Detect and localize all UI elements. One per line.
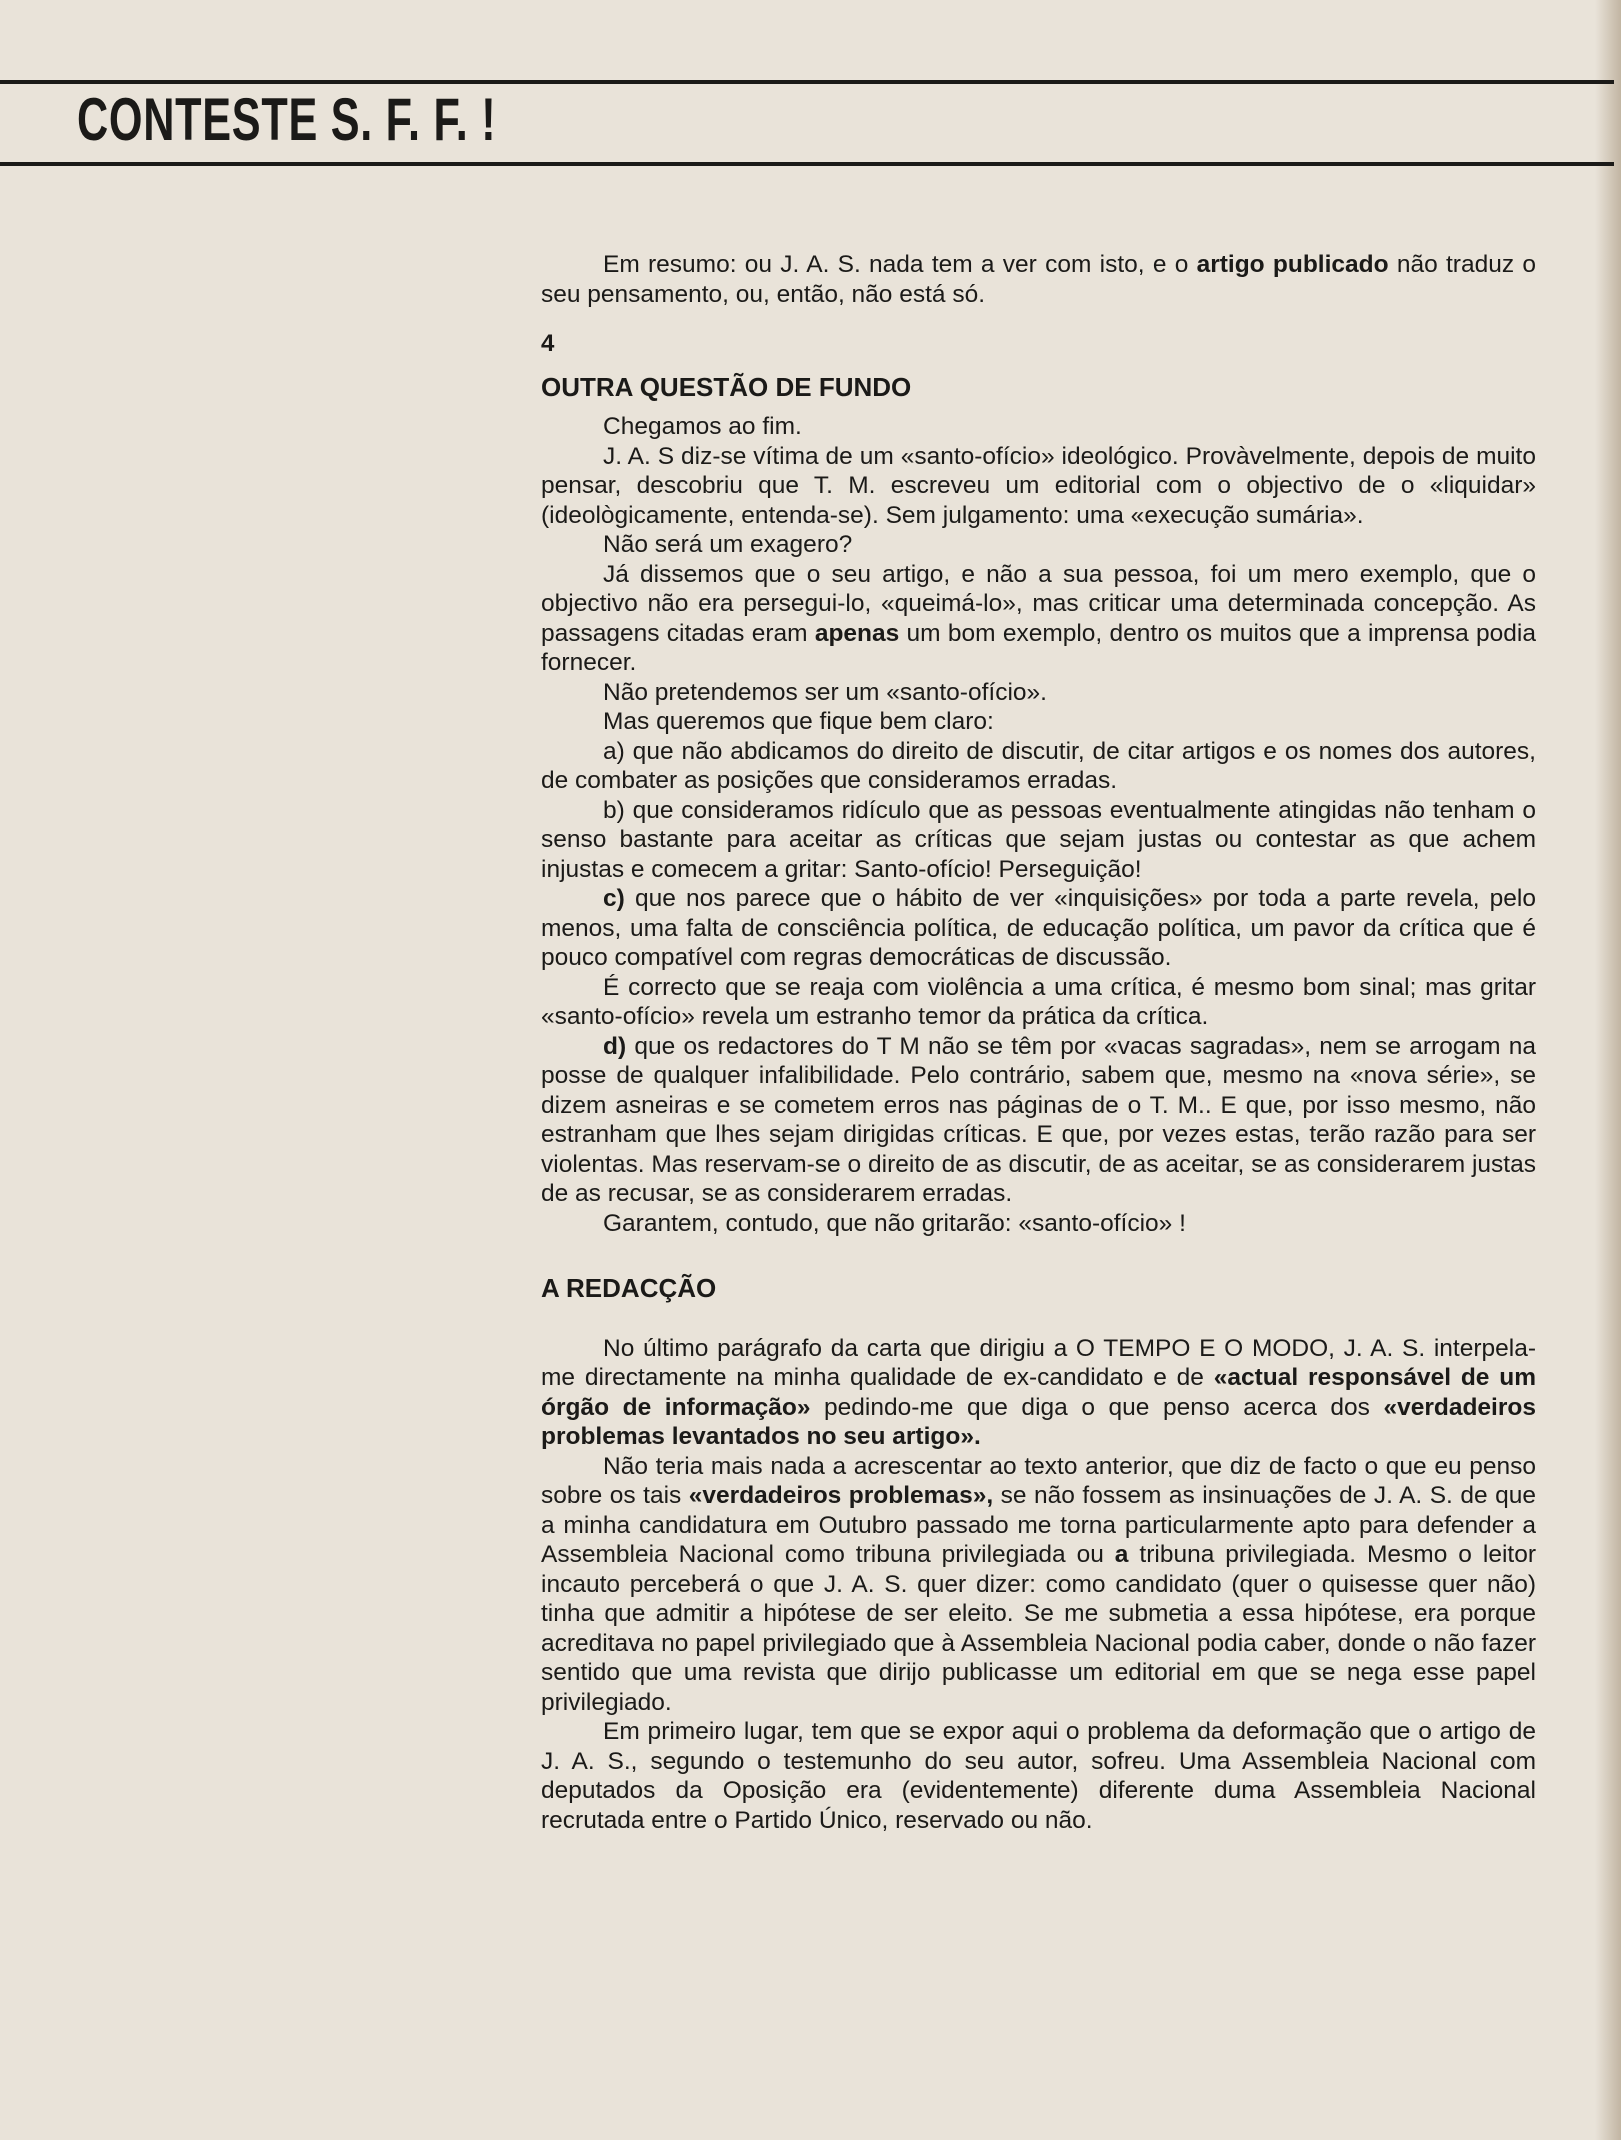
text-run: Já dissemos que o seu artigo, e não a sua pessoa, foi um mero exemplo, que o objectivo não era persegui-lo, «queimá-lo», mas criticar uma determinada concepção. As passagens citadas eram — [541, 560, 1536, 647]
text-run: um bom exemplo, dentro os muitos que a imprensa podia fornecer. — [541, 619, 1536, 676]
intro-paragraph — [541, 250, 1536, 309]
text-run: Em primeiro lugar, tem que se expor aqui o problema da deformação que o artigo de J. A. S., segundo o testemunho do seu autor, sofreu. Uma Assembleia Nacional com deputados da Oposição era (evidentemente) diferente duma Assembleia Nacional recrutada entre o Partido Único, reservado ou não. — [541, 1718, 1536, 1834]
body-paragraph — [541, 973, 1536, 1032]
section-paragraphs — [541, 412, 1536, 1238]
bold-text-run: apenas — [814, 619, 900, 647]
body-paragraph — [541, 1334, 1536, 1452]
body-paragraph — [541, 707, 1536, 737]
body-paragraph — [541, 1032, 1536, 1209]
signature: A REDACÇÃO — [541, 1273, 717, 1303]
section-number: 4 — [541, 330, 555, 357]
body-paragraph — [541, 678, 1536, 708]
bold-text-run: artigo publicado — [1196, 251, 1389, 278]
body-paragraph — [541, 737, 1536, 796]
text-run: No último parágrafo da carta que dirigiu a O TEMPO E O MODO, J. A. S. interpela-me directamente na minha qualidade de ex-candidato e de — [541, 1334, 1536, 1391]
text-run: tribuna privilegiada. Mesmo o leitor incauto perceberá o que J. A. S. quer dizer: como candidato (quer o quisesse quer não) tinha que admitir a hipótese de ser eleito. Se me submetia a essa hipótese, era porque acreditava no papel privilegiado que à Assembleia Nacional podia caber, donde o não fazer sentido que uma revista que dirijo publicasse um editorial em que se nega esse papel privilegiado. — [541, 1541, 1536, 1716]
bold-text-run: «actual responsável de um órgão de informação» — [541, 1364, 1536, 1421]
text-run: Chegamos ao fim. — [603, 413, 802, 440]
text-run: Não teria mais nada a acrescentar ao texto anterior, que diz de facto o que eu penso sobre os tais — [541, 1452, 1536, 1509]
body-paragraph — [541, 796, 1536, 885]
body-paragraph — [541, 1209, 1536, 1239]
body-paragraph — [541, 442, 1536, 531]
bold-text-run: «verdadeiros problemas», — [688, 1482, 994, 1509]
body-paragraph — [541, 1717, 1536, 1835]
text-run: pedindo-me que diga o que penso acerca dos — [810, 1393, 1384, 1421]
bold-text-run: «verdadeiros problemas levantados no seu artigo». — [541, 1393, 1536, 1450]
article-body — [541, 250, 1536, 1835]
text-run: Não pretendemos ser um «santo-ofício». — [603, 678, 1047, 706]
text-run: Garantem, contudo, que não gritarão: «santo-ofício» ! — [603, 1209, 1186, 1237]
header-rule-bottom — [0, 162, 1614, 166]
text-run: não traduz o seu pensamento, ou, então, não está só. — [541, 251, 1536, 308]
text-run: a) que não abdicamos do direito de discutir, de citar artigos e os nomes dos autores, de combater as posições que consideramos erradas. — [541, 737, 1536, 794]
body-paragraph — [541, 1452, 1536, 1718]
body-paragraph — [541, 884, 1536, 973]
bold-text-run: d) — [603, 1032, 627, 1060]
text-run: Em resumo: ou J. A. S. nada tem a ver com isto, e o — [603, 251, 1197, 278]
body-paragraph — [541, 560, 1536, 678]
text-run: se não fossem as insinuações de J. A. S. de que a minha candidatura em Outubro passado me torna particularmente apto para defender a Assembleia Nacional como tribuna privilegiada ou — [541, 1482, 1536, 1568]
text-run: que os redactores do T M não se têm por «vacas sagradas», nem se arrogam na posse de qualquer infalibilidade. Pelo contrário, sabem que, mesmo na «nova série», se dizem asneiras e se cometem erros nas páginas de o T. M.. E que, por isso mesmo, não estranham que lhes sejam dirigidas críticas. E que, por vezes estas, terão razão para ser violentas. Mas reservam-se o direito de as discutir, de as aceitar, se as considerarem justas de as recusar, se as considerarem erradas. — [541, 1032, 1536, 1207]
text-run: que nos parece que o hábito de ver «inquisições» por toda a parte revela, pelo menos, uma falta de consciência política, de educação política, um pavor da crítica que é pouco compatível com regras democráticas de discussão. — [541, 885, 1536, 971]
text-run: b) que consideramos ridículo que as pessoas eventualmente atingidas não tenham o senso bastante para aceitar as críticas que sejam justas ou contestar as que achem injustas e comecem a gritar: Santo-ofício! Perseguição! — [541, 796, 1536, 883]
text-run: Mas queremos que fique bem claro: — [603, 708, 994, 735]
body-paragraph — [541, 530, 1536, 560]
bold-text-run: a — [1114, 1541, 1129, 1568]
section-header-title: CONTESTE S. F. F. ! — [77, 86, 497, 153]
body-paragraph — [541, 412, 1536, 442]
text-run: É correcto que se reaja com violência a uma crítica, é mesmo bom sinal; mas gritar «santo-ofício» revela um estranho temor da prática da crítica. — [541, 973, 1536, 1030]
page-edge-shadow — [1595, 0, 1621, 2140]
text-run: Não será um exagero? — [603, 531, 853, 558]
text-run: J. A. S diz-se vítima de um «santo-ofício» ideológico. Provàvelmente, depois de muito pensar, descobriu que T. M. escreveu um editorial com o objectivo de o «liquidar» (ideològicamente, entenda-se). Sem julgamento: uma «execução sumária». — [541, 442, 1536, 529]
bold-text-run: c) — [603, 885, 625, 912]
reply-paragraphs — [541, 1334, 1536, 1836]
section-heading: OUTRA QUESTÃO DE FUNDO — [541, 371, 912, 402]
